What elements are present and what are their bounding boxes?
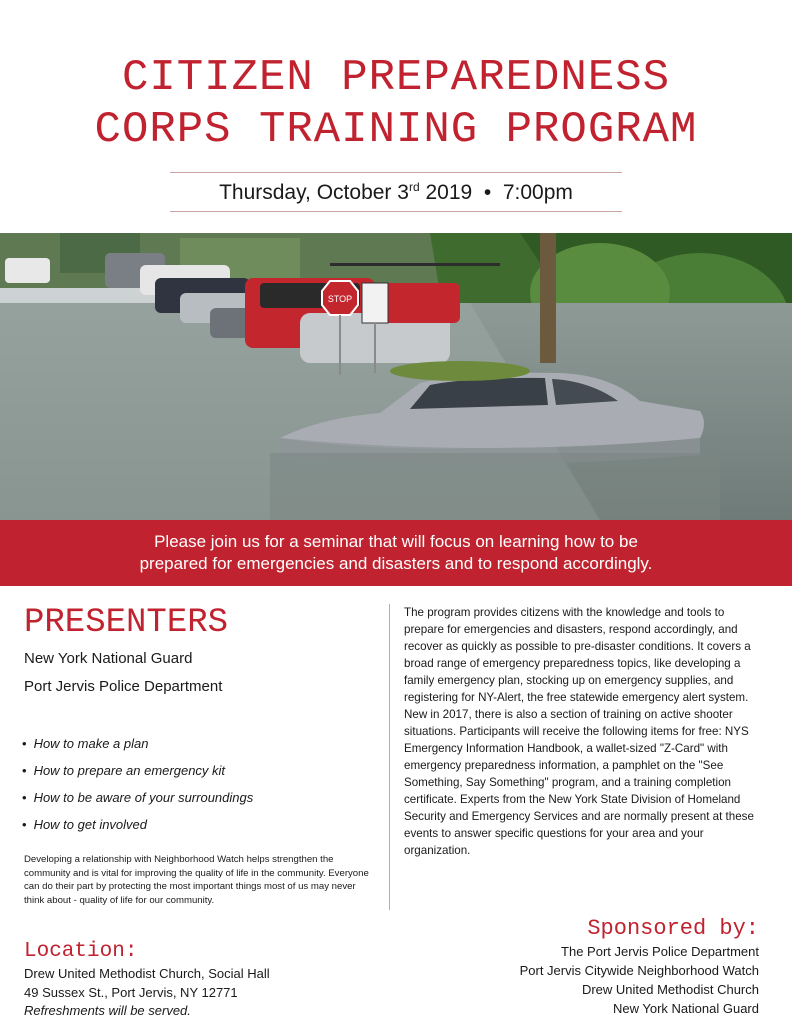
sponsor-item: The Port Jervis Police Department — [561, 944, 759, 959]
sponsor-item: New York National Guard — [613, 1001, 759, 1016]
sponsor-item: Port Jervis Citywide Neighborhood Watch — [519, 963, 759, 978]
date-divider-bottom — [170, 211, 622, 212]
topic-item: • How to be aware of your surroundings — [22, 789, 253, 816]
location-note: Refreshments will be served. — [24, 1003, 191, 1018]
column-divider — [389, 604, 390, 910]
location-heading: Location: — [24, 940, 138, 963]
title-line-2: CORPS TRAINING PROGRAM — [94, 105, 698, 155]
topics-list — [22, 735, 253, 843]
presenter-name: Port Jervis Police Department — [24, 678, 223, 695]
date-time: 2019 • 7:00pm — [419, 181, 573, 204]
program-description: The program provides citizens with the knowledge and tools to prepare for emergencies and disasters, respond accordingly, and recover as quickly as possible to pre-disaster conditions. It covers a broad range of emergency preparedness topics, like developing a family emergency plan, stocking up on emergency supplies, and registering for NY-Alert, the free statewide emergency alert system. New in 2017, there is also a section of training on active shooter situations. Participants will receive the following items for free: NYS Emergency Information Handbook, a wallet-sized "Z-Card" with emergency preparedness information, a pamphlet on the "See Something, Say Something" program, and a training completion certificate. Experts from the New York State Division of Homeland Security and Emergency Services and are normally present at these events to answer specific questions for your area and your organization. — [404, 606, 754, 857]
banner-line-2: prepared for emergencies and disasters and to respond accordingly. — [139, 554, 653, 573]
intro-banner — [0, 520, 792, 586]
event-title — [0, 52, 792, 156]
topic-item: • How to prepare an emergency kit — [22, 762, 253, 789]
topic-item: • How to make a plan — [22, 735, 253, 762]
event-date — [0, 180, 792, 205]
date-divider-top — [170, 172, 622, 173]
date-ordinal: rd — [408, 180, 420, 194]
banner-line-1: Please join us for a seminar that will focus on learning how to be — [154, 532, 638, 551]
date-text: Thursday, October 3 — [219, 181, 409, 204]
location-address: 49 Sussex St., Port Jervis, NY 12771 — [24, 985, 238, 1000]
stop-sign-text: STOP — [327, 294, 353, 304]
neighborhood-watch-paragraph: Developing a relationship with Neighborhood Watch helps strengthen the community and is vital for improving the quality of life in the community. Everyone can do their part by protecting the most important things most of us may never think about - quality of life for our community. — [24, 854, 369, 906]
topic-item: • How to get involved — [22, 816, 253, 843]
sponsors-heading: Sponsored by: — [587, 916, 759, 941]
presenters-heading: PRESENTERS — [24, 604, 229, 642]
title-line-1: CITIZEN PREPAREDNESS — [121, 53, 671, 103]
flooded-street-photo — [0, 233, 792, 520]
presenter-name: New York National Guard — [24, 650, 193, 667]
location-venue: Drew United Methodist Church, Social Hall — [24, 966, 270, 981]
sponsor-item: Drew United Methodist Church — [581, 982, 759, 997]
flood-illustration — [0, 233, 792, 520]
